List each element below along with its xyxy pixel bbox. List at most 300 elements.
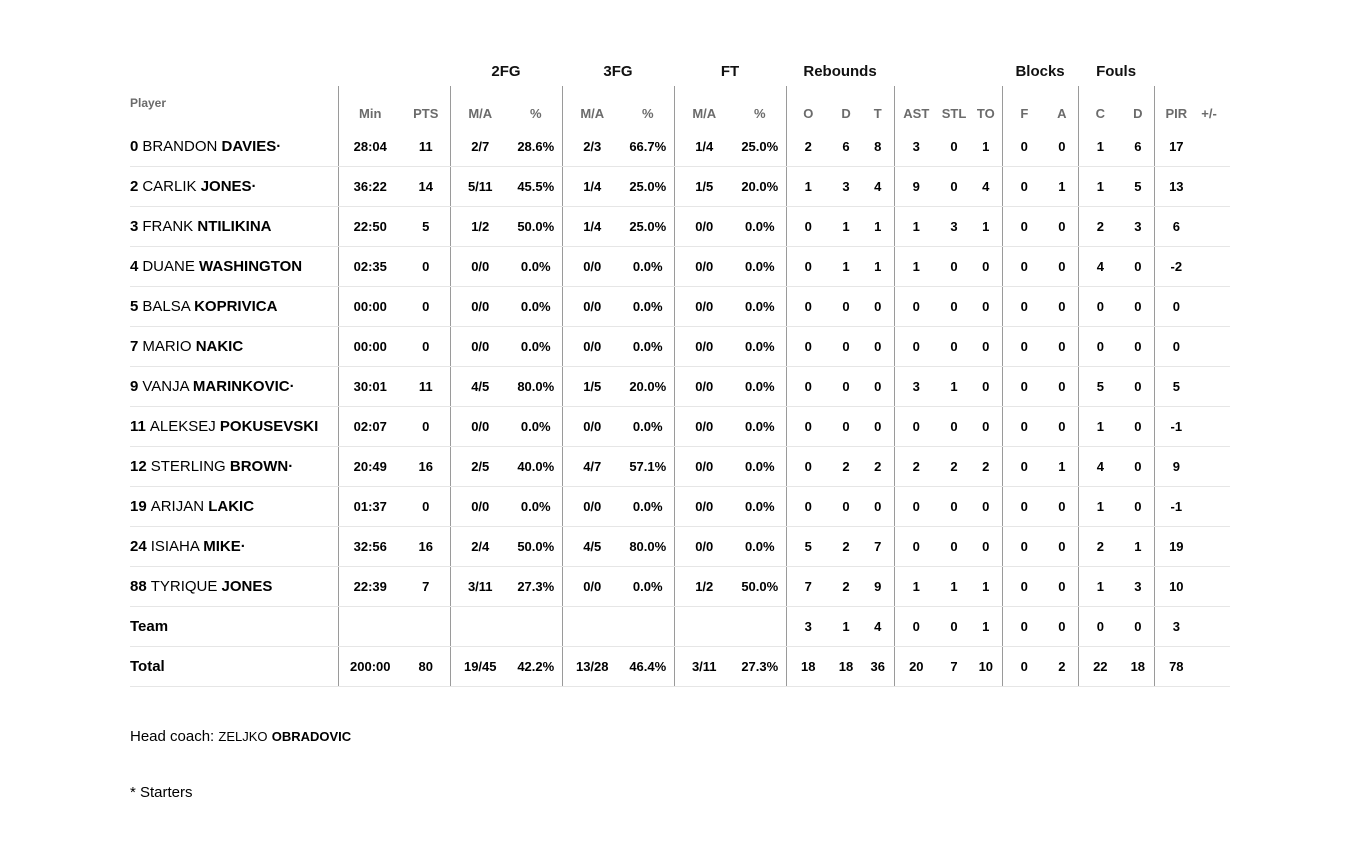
- stat-ft-ma: 0/0: [674, 287, 734, 327]
- stat-fg3-ma: 0/0: [562, 487, 622, 527]
- stat-reb-t: 4: [862, 607, 894, 647]
- player-number: 2: [130, 178, 139, 195]
- col-2fg-ma: M/A: [450, 86, 510, 127]
- stat-fg3-pct: 0.0%: [622, 487, 674, 527]
- stat-ast: 0: [894, 527, 938, 567]
- player-cell: [130, 207, 338, 247]
- player-row: [130, 287, 1230, 327]
- stat-reb-d: 1: [830, 607, 862, 647]
- stat-ft-ma: 0/0: [674, 207, 734, 247]
- stat-reb-d: 0: [830, 367, 862, 407]
- player-name-link[interactable]: [151, 578, 273, 595]
- player-row: [130, 207, 1230, 247]
- team-row-label: Team: [130, 607, 338, 647]
- stat-min: 00:00: [338, 287, 402, 327]
- stat-foul-d: 3: [1122, 567, 1154, 607]
- player-last-name: KOPRIVICA: [194, 298, 278, 315]
- player-first-name: FRANK: [142, 218, 194, 235]
- stat-ft-pct: 0.0%: [734, 207, 786, 247]
- stat-fg3-pct: 66.7%: [622, 127, 674, 167]
- stat-foul-d: 0: [1122, 327, 1154, 367]
- col-3fg-ma: M/A: [562, 86, 622, 127]
- stat-fg3-ma: 1/4: [562, 207, 622, 247]
- stat-blk-f: 0: [1002, 607, 1046, 647]
- stat-ft-pct: [734, 607, 786, 647]
- player-first-name: STERLING: [150, 458, 226, 475]
- stat-foul-d: 0: [1122, 487, 1154, 527]
- stat-pir: -2: [1154, 247, 1198, 287]
- player-first-name: ALEKSEJ: [149, 418, 216, 435]
- stat-pm: [1198, 287, 1220, 327]
- stat-foul-c: 1: [1078, 407, 1122, 447]
- stat-fg3-ma: 1/4: [562, 167, 622, 207]
- player-name-link[interactable]: [142, 298, 277, 315]
- col-to: TO: [976, 106, 995, 121]
- col-reb-o: O: [786, 86, 830, 127]
- stat-reb-d: 18: [830, 647, 862, 687]
- stat-foul-c: 4: [1078, 447, 1122, 487]
- row-padding: [1220, 647, 1230, 687]
- stat-ast: 2: [894, 447, 938, 487]
- stat-pts: 16: [402, 527, 450, 567]
- stat-reb-d: 3: [830, 167, 862, 207]
- group-fouls: Fouls: [1096, 62, 1137, 80]
- stat-to: 0: [970, 527, 1002, 567]
- stat-pir: 9: [1154, 447, 1198, 487]
- player-first-name: ARIJAN: [150, 498, 205, 515]
- player-cell: [130, 367, 338, 407]
- player-name-link[interactable]: [142, 218, 271, 235]
- stat-ft-ma: 1/4: [674, 127, 734, 167]
- player-name-link[interactable]: [142, 378, 294, 395]
- stat-ast: 0: [894, 407, 938, 447]
- stat-blk-a: 0: [1046, 527, 1078, 567]
- stat-reb-t: 9: [862, 567, 894, 607]
- stat-fg2-ma: 5/11: [450, 167, 510, 207]
- stat-reb-t: 0: [862, 367, 894, 407]
- stat-ast: 0: [894, 287, 938, 327]
- stat-to: 0: [970, 247, 1002, 287]
- stat-fg3-ma: 0/0: [562, 567, 622, 607]
- stat-fg3-ma: 4/5: [562, 527, 622, 567]
- stat-ast: 0: [894, 607, 938, 647]
- stat-fg2-ma: 2/7: [450, 127, 510, 167]
- stat-foul-c: 0: [1078, 327, 1122, 367]
- stat-to: 1: [970, 607, 1002, 647]
- row-padding: [1220, 127, 1230, 167]
- player-number: 5: [130, 298, 139, 315]
- stat-reb-d: 1: [830, 247, 862, 287]
- stat-min: [338, 607, 402, 647]
- stat-ft-pct: 27.3%: [734, 647, 786, 687]
- stat-blk-a: 2: [1046, 647, 1078, 687]
- stat-fg3-pct: 25.0%: [622, 207, 674, 247]
- stat-foul-c: 2: [1078, 207, 1122, 247]
- stat-blk-f: 0: [1002, 207, 1046, 247]
- stat-blk-a: 0: [1046, 327, 1078, 367]
- stat-pir: 5: [1154, 367, 1198, 407]
- player-first-name: DUANE: [142, 258, 195, 275]
- player-row: [130, 367, 1230, 407]
- stat-reb-o: 2: [786, 127, 830, 167]
- player-name-link[interactable]: [142, 258, 302, 275]
- player-last-name: NAKIC: [195, 338, 244, 355]
- col-plus-minus: +/-: [1201, 106, 1217, 121]
- stat-stl: 0: [938, 247, 970, 287]
- col-stl: STL: [941, 106, 967, 121]
- stat-reb-o: 1: [786, 167, 830, 207]
- stat-reb-t: 7: [862, 527, 894, 567]
- col-reb-d: D: [841, 106, 851, 121]
- player-last-name: POKUSEVSKI: [219, 418, 319, 435]
- stat-fg3-ma: 0/0: [562, 247, 622, 287]
- stat-blk-a: 0: [1046, 367, 1078, 407]
- stat-ft-pct: 0.0%: [734, 367, 786, 407]
- stat-to: 4: [970, 167, 1002, 207]
- stat-foul-c: 1: [1078, 167, 1122, 207]
- player-last-name: JONES·: [200, 178, 257, 195]
- stat-pir: 0: [1154, 327, 1198, 367]
- stat-pir: 17: [1154, 127, 1198, 167]
- stat-pts: 7: [402, 567, 450, 607]
- boxscore-body: [130, 127, 1230, 687]
- stat-fg3-ma: 4/7: [562, 447, 622, 487]
- col-foul-d: D: [1133, 106, 1143, 121]
- stat-min: 22:39: [338, 567, 402, 607]
- stat-reb-t: 4: [862, 167, 894, 207]
- stat-pts: 0: [402, 287, 450, 327]
- stat-pir: -1: [1154, 487, 1198, 527]
- stat-pm: [1198, 607, 1220, 647]
- player-cell: [130, 247, 338, 287]
- stat-blk-a: 0: [1046, 607, 1078, 647]
- stat-reb-o: 0: [786, 367, 830, 407]
- stat-pts: 0: [402, 327, 450, 367]
- player-name-link[interactable]: [142, 338, 243, 355]
- stat-ft-ma: 0/0: [674, 327, 734, 367]
- stat-pm: [1198, 647, 1220, 687]
- stat-min: 02:07: [338, 407, 402, 447]
- stat-ast: 0: [894, 487, 938, 527]
- stat-fg3-pct: 0.0%: [622, 567, 674, 607]
- row-padding: [1220, 407, 1230, 447]
- stat-pts: 0: [402, 247, 450, 287]
- stat-ft-pct: 0.0%: [734, 287, 786, 327]
- player-first-name: ISIAHA: [150, 538, 200, 555]
- stat-pir: 6: [1154, 207, 1198, 247]
- player-name-link[interactable]: [150, 418, 318, 435]
- stat-stl: 0: [938, 287, 970, 327]
- player-name-link[interactable]: [142, 178, 256, 195]
- stat-to: 0: [970, 287, 1002, 327]
- row-padding: [1220, 487, 1230, 527]
- stat-pts: 14: [402, 167, 450, 207]
- stat-ft-ma: 0/0: [674, 407, 734, 447]
- stat-fg2-ma: 3/11: [450, 567, 510, 607]
- stat-blk-f: 0: [1002, 247, 1046, 287]
- player-name-link[interactable]: [142, 138, 281, 155]
- stat-ft-pct: 20.0%: [734, 167, 786, 207]
- stat-ft-pct: 25.0%: [734, 127, 786, 167]
- stat-to: 1: [970, 127, 1002, 167]
- stat-foul-d: 0: [1122, 247, 1154, 287]
- stat-reb-t: 8: [862, 127, 894, 167]
- stat-fg3-ma: 2/3: [562, 127, 622, 167]
- col-blk-a: A: [1057, 106, 1067, 121]
- stat-fg3-pct: 20.0%: [622, 367, 674, 407]
- player-last-name: JONES: [221, 578, 273, 595]
- player-name-link[interactable]: [151, 498, 254, 515]
- stat-foul-c: 4: [1078, 247, 1122, 287]
- stat-stl: 7: [938, 647, 970, 687]
- stat-fg2-pct: [510, 607, 562, 647]
- player-cell: [130, 327, 338, 367]
- row-padding: [1220, 247, 1230, 287]
- stat-blk-f: 0: [1002, 167, 1046, 207]
- stat-fg2-pct: 0.0%: [510, 287, 562, 327]
- stat-stl: 1: [938, 367, 970, 407]
- stat-foul-d: 0: [1122, 287, 1154, 327]
- col-min: Min: [338, 86, 402, 127]
- stat-pm: [1198, 167, 1220, 207]
- stat-reb-t: 36: [862, 647, 894, 687]
- stat-fg2-pct: 45.5%: [510, 167, 562, 207]
- stat-pm: [1198, 367, 1220, 407]
- stat-fg3-ma: 0/0: [562, 407, 622, 447]
- stat-fg3-pct: 0.0%: [622, 287, 674, 327]
- stat-pir: 19: [1154, 527, 1198, 567]
- stat-stl: 0: [938, 167, 970, 207]
- stat-fg3-ma: 13/28: [562, 647, 622, 687]
- stat-ft-pct: 50.0%: [734, 567, 786, 607]
- head-coach-last-name[interactable]: OBRADOVIC: [271, 729, 352, 744]
- stat-ast: 20: [894, 647, 938, 687]
- stat-fg3-pct: 0.0%: [622, 247, 674, 287]
- stat-reb-o: 7: [786, 567, 830, 607]
- stat-reb-d: 0: [830, 287, 862, 327]
- player-number: 0: [130, 138, 139, 155]
- stat-reb-d: 2: [830, 527, 862, 567]
- row-padding: [1220, 447, 1230, 487]
- player-row: [130, 127, 1230, 167]
- player-row: [130, 447, 1230, 487]
- stat-foul-d: 0: [1122, 607, 1154, 647]
- head-coach-first-name: ZELJKO: [218, 729, 268, 744]
- player-first-name: BRANDON: [142, 138, 218, 155]
- stat-foul-d: 0: [1122, 407, 1154, 447]
- player-row: [130, 327, 1230, 367]
- row-padding: [1220, 367, 1230, 407]
- player-number: 3: [130, 218, 139, 235]
- stat-blk-f: 0: [1002, 287, 1046, 327]
- stat-ft-ma: 0/0: [674, 247, 734, 287]
- stat-blk-a: 1: [1046, 167, 1078, 207]
- stat-to: 10: [970, 647, 1002, 687]
- player-first-name: VANJA: [142, 378, 189, 395]
- row-padding: [1220, 607, 1230, 647]
- stat-fg3-pct: 46.4%: [622, 647, 674, 687]
- group-3fg: 3FG: [603, 62, 633, 80]
- stat-pm: [1198, 567, 1220, 607]
- stat-blk-a: 0: [1046, 567, 1078, 607]
- stat-pm: [1198, 127, 1220, 167]
- stat-fg2-ma: 0/0: [450, 407, 510, 447]
- stat-stl: 3: [938, 207, 970, 247]
- group-ft: FT: [720, 62, 740, 80]
- stat-foul-c: 1: [1078, 567, 1122, 607]
- stat-reb-o: 0: [786, 327, 830, 367]
- stat-reb-t: 0: [862, 487, 894, 527]
- stat-ft-ma: 1/5: [674, 167, 734, 207]
- stat-blk-f: 0: [1002, 327, 1046, 367]
- stat-pts: [402, 607, 450, 647]
- stat-foul-d: 5: [1122, 167, 1154, 207]
- stat-ast: 0: [894, 327, 938, 367]
- stat-stl: 2: [938, 447, 970, 487]
- stat-reb-o: 0: [786, 247, 830, 287]
- stat-min: 32:56: [338, 527, 402, 567]
- stat-reb-o: 0: [786, 407, 830, 447]
- player-last-name: WASHINGTON: [199, 258, 303, 275]
- player-number: 12: [130, 458, 147, 475]
- col-2fg-pct: %: [529, 106, 542, 121]
- stat-to: 1: [970, 567, 1002, 607]
- stat-fg2-pct: 0.0%: [510, 327, 562, 367]
- player-name-link[interactable]: [151, 538, 246, 555]
- stat-blk-f: 0: [1002, 127, 1046, 167]
- stat-blk-a: 0: [1046, 127, 1078, 167]
- stat-min: 36:22: [338, 167, 402, 207]
- stat-ast: 9: [894, 167, 938, 207]
- player-first-name: TYRIQUE: [150, 578, 218, 595]
- stat-pm: [1198, 487, 1220, 527]
- stat-blk-a: 0: [1046, 487, 1078, 527]
- stat-min: 200:00: [338, 647, 402, 687]
- stat-foul-d: 3: [1122, 207, 1154, 247]
- col-3fg-pct: %: [641, 106, 654, 121]
- stat-to: 1: [970, 207, 1002, 247]
- player-cell: [130, 287, 338, 327]
- stat-ast: 1: [894, 207, 938, 247]
- stat-pts: 0: [402, 407, 450, 447]
- stat-reb-o: 18: [786, 647, 830, 687]
- player-cell: [130, 447, 338, 487]
- col-ast: AST: [894, 86, 938, 127]
- group-blocks: Blocks: [1015, 62, 1065, 80]
- head-coach-label: Head coach:: [130, 728, 215, 745]
- row-padding: [1220, 167, 1230, 207]
- stat-to: 0: [970, 327, 1002, 367]
- stat-fg3-pct: 80.0%: [622, 527, 674, 567]
- stat-ft-pct: 0.0%: [734, 327, 786, 367]
- stat-blk-f: 0: [1002, 647, 1046, 687]
- stat-ast: 1: [894, 567, 938, 607]
- stat-ft-ma: [674, 607, 734, 647]
- player-last-name: DAVIES·: [221, 138, 282, 155]
- player-row: [130, 527, 1230, 567]
- row-padding: [1220, 287, 1230, 327]
- stat-foul-c: 22: [1078, 647, 1122, 687]
- stat-pir: 78: [1154, 647, 1198, 687]
- column-header-row: [130, 86, 1230, 127]
- row-padding: [1220, 567, 1230, 607]
- stat-reb-o: 0: [786, 287, 830, 327]
- stat-reb-o: 0: [786, 447, 830, 487]
- stat-foul-c: 1: [1078, 127, 1122, 167]
- stat-fg2-ma: 2/5: [450, 447, 510, 487]
- player-row: [130, 487, 1230, 527]
- stat-foul-d: 18: [1122, 647, 1154, 687]
- row-padding: [1220, 327, 1230, 367]
- stat-pm: [1198, 527, 1220, 567]
- stat-pm: [1198, 447, 1220, 487]
- player-cell: [130, 527, 338, 567]
- stat-reb-d: 0: [830, 407, 862, 447]
- stat-fg2-pct: 50.0%: [510, 207, 562, 247]
- stat-fg3-ma: [562, 607, 622, 647]
- stat-pir: -1: [1154, 407, 1198, 447]
- stat-pts: 80: [402, 647, 450, 687]
- stat-fg3-pct: 57.1%: [622, 447, 674, 487]
- stat-fg3-pct: 0.0%: [622, 407, 674, 447]
- stat-fg2-pct: 50.0%: [510, 527, 562, 567]
- stat-to: 0: [970, 407, 1002, 447]
- col-blk-f: F: [1002, 86, 1046, 127]
- stat-pm: [1198, 207, 1220, 247]
- player-row: [130, 167, 1230, 207]
- stat-pm: [1198, 407, 1220, 447]
- stat-foul-c: 2: [1078, 527, 1122, 567]
- player-number: 24: [130, 538, 147, 555]
- stat-reb-d: 6: [830, 127, 862, 167]
- stat-blk-a: 1: [1046, 447, 1078, 487]
- stat-fg2-ma: 4/5: [450, 367, 510, 407]
- stat-blk-a: 0: [1046, 247, 1078, 287]
- row-padding: [1220, 527, 1230, 567]
- stat-pm: [1198, 247, 1220, 287]
- stat-fg2-pct: 28.6%: [510, 127, 562, 167]
- col-player: Player: [130, 96, 167, 110]
- stat-fg3-pct: [622, 607, 674, 647]
- total-row: [130, 647, 1230, 687]
- team-row: [130, 607, 1230, 647]
- player-last-name: LAKIC: [208, 498, 255, 515]
- stat-reb-o: 0: [786, 487, 830, 527]
- stat-pts: 11: [402, 367, 450, 407]
- stat-ft-ma: 0/0: [674, 487, 734, 527]
- stat-min: 02:35: [338, 247, 402, 287]
- stat-stl: 0: [938, 607, 970, 647]
- stat-pts: 0: [402, 487, 450, 527]
- stat-ft-pct: 0.0%: [734, 447, 786, 487]
- player-number: 19: [130, 498, 147, 515]
- stat-blk-f: 0: [1002, 567, 1046, 607]
- stat-ft-pct: 0.0%: [734, 527, 786, 567]
- group-header-row: [130, 56, 1230, 86]
- stat-fg2-ma: 1/2: [450, 207, 510, 247]
- stat-stl: 0: [938, 487, 970, 527]
- stat-foul-d: 0: [1122, 447, 1154, 487]
- player-first-name: CARLIK: [142, 178, 197, 195]
- stat-reb-t: 2: [862, 447, 894, 487]
- player-name-link[interactable]: [151, 458, 294, 475]
- player-number: 11: [130, 418, 146, 435]
- group-rebounds: Rebounds: [803, 62, 877, 80]
- player-number: 7: [130, 338, 139, 355]
- stat-fg2-pct: 40.0%: [510, 447, 562, 487]
- stat-reb-o: 0: [786, 207, 830, 247]
- stat-min: 28:04: [338, 127, 402, 167]
